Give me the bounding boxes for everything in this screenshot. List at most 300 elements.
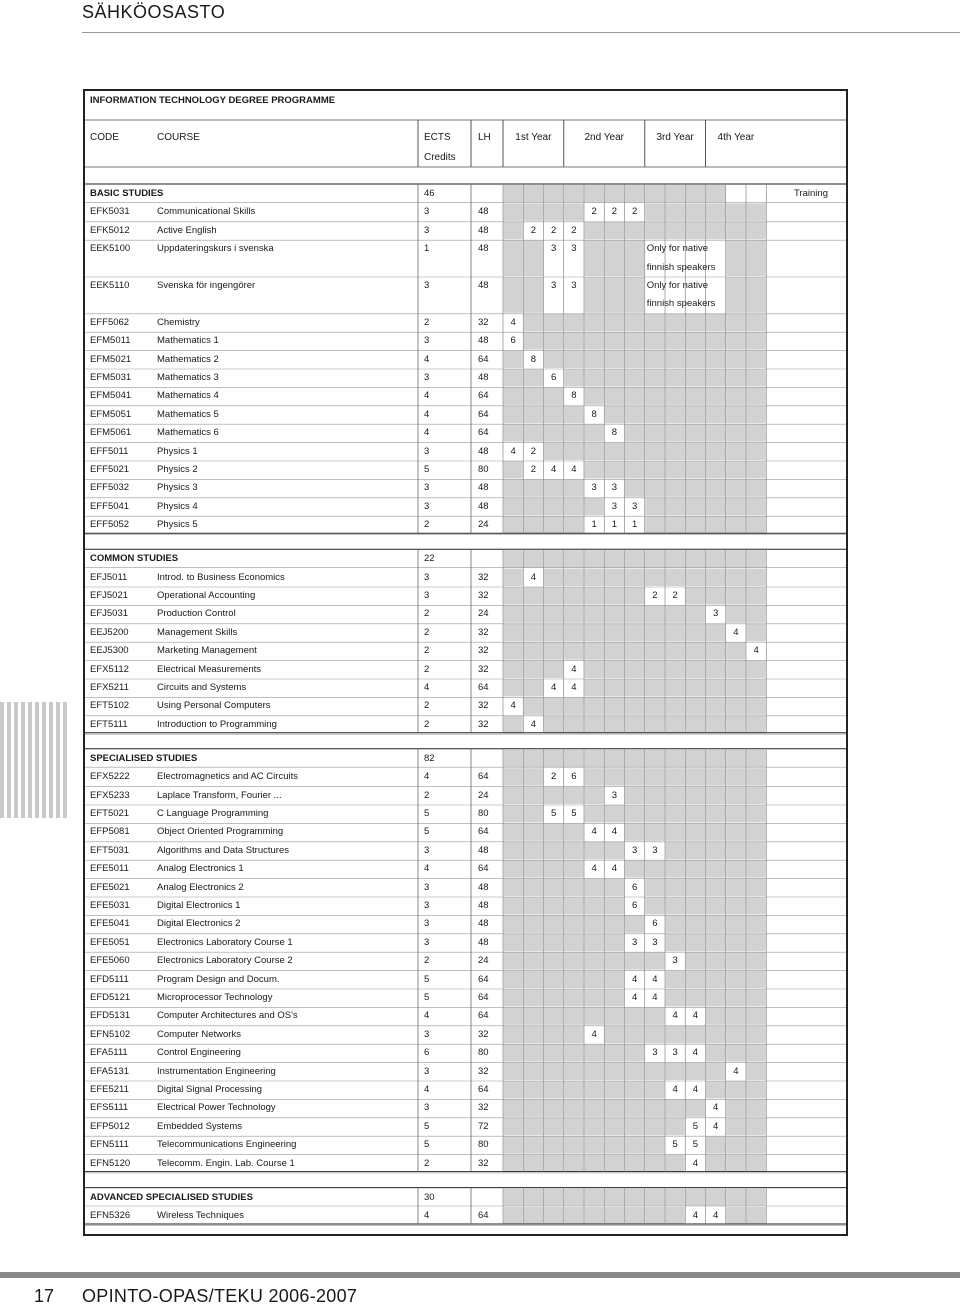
shaded-cell bbox=[625, 185, 644, 202]
shaded-cell bbox=[726, 860, 745, 877]
shaded-cell bbox=[686, 679, 705, 696]
shaded-cell bbox=[564, 1207, 583, 1224]
shaded-cell bbox=[666, 332, 685, 349]
shaded-cell bbox=[686, 897, 705, 914]
course-lh: 32 bbox=[478, 1028, 489, 1040]
period-value: 3 bbox=[611, 789, 618, 801]
course-ects: 6 bbox=[424, 1047, 430, 1059]
shaded-cell bbox=[605, 1026, 624, 1043]
shaded-cell bbox=[726, 240, 745, 276]
shaded-cell bbox=[564, 369, 583, 386]
shaded-cell bbox=[504, 461, 523, 478]
shaded-cell bbox=[544, 661, 563, 678]
shaded-cell bbox=[726, 934, 745, 951]
shaded-cell bbox=[747, 823, 766, 840]
shaded-cell bbox=[585, 805, 604, 822]
course-name: Computer Architectures and OS's bbox=[157, 1010, 298, 1022]
shaded-cell bbox=[504, 624, 523, 641]
period-value: 2 bbox=[550, 224, 557, 236]
course-ects: 5 bbox=[424, 1139, 430, 1151]
shaded-cell bbox=[605, 842, 624, 859]
shaded-cell bbox=[585, 424, 604, 441]
course-ects: 3 bbox=[424, 1102, 430, 1114]
course-ects: 3 bbox=[424, 571, 430, 583]
shaded-cell bbox=[564, 697, 583, 714]
course-code: EFM5051 bbox=[90, 408, 132, 420]
shaded-cell bbox=[564, 1063, 583, 1080]
period-value: 6 bbox=[631, 881, 638, 893]
shaded-cell bbox=[645, 222, 664, 239]
course-lh: 64 bbox=[478, 1010, 489, 1022]
shaded-cell bbox=[625, 222, 644, 239]
shaded-cell bbox=[686, 479, 705, 496]
shaded-cell bbox=[605, 1189, 624, 1206]
shaded-cell bbox=[544, 185, 563, 202]
shaded-cell bbox=[747, 550, 766, 567]
course-code: EFP5081 bbox=[90, 826, 130, 838]
course-code: EFE5031 bbox=[90, 900, 130, 911]
shaded-cell bbox=[625, 1155, 644, 1172]
shaded-cell bbox=[544, 1044, 563, 1061]
course-name: Digital Electronics 1 bbox=[157, 900, 241, 911]
shaded-cell bbox=[585, 185, 604, 202]
period-value: 6 bbox=[652, 918, 658, 930]
course-code: EFM5021 bbox=[90, 353, 132, 365]
shaded-cell bbox=[524, 989, 543, 1006]
course-name: Marketing Management bbox=[157, 645, 257, 657]
shaded-cell bbox=[706, 1026, 725, 1043]
shaded-cell bbox=[747, 1136, 766, 1153]
shaded-cell bbox=[564, 1155, 583, 1172]
shaded-cell bbox=[726, 222, 745, 239]
shaded-cell bbox=[645, 1118, 664, 1135]
shaded-cell bbox=[645, 860, 664, 877]
course-ects: 2 bbox=[424, 789, 430, 801]
shaded-cell bbox=[524, 332, 543, 349]
period-value: 5 bbox=[672, 1139, 678, 1151]
period-value: 4 bbox=[712, 1120, 719, 1132]
shaded-cell bbox=[625, 787, 644, 804]
shaded-cell bbox=[605, 1007, 624, 1024]
shaded-cell bbox=[706, 1155, 725, 1172]
shaded-cell bbox=[747, 277, 766, 313]
shaded-cell bbox=[564, 842, 583, 859]
shaded-cell bbox=[686, 768, 705, 785]
shaded-cell bbox=[747, 971, 766, 988]
period-value: 3 bbox=[631, 844, 638, 856]
course-lh: 48 bbox=[478, 206, 489, 218]
shaded-cell bbox=[645, 203, 664, 220]
shaded-cell bbox=[666, 750, 685, 767]
course-code: EFM5031 bbox=[90, 372, 132, 383]
shaded-cell bbox=[585, 1136, 604, 1153]
shaded-cell bbox=[504, 569, 523, 586]
shaded-cell bbox=[504, 1081, 523, 1098]
shaded-cell bbox=[504, 1044, 523, 1061]
shaded-cell bbox=[625, 240, 644, 276]
period-value: 4 bbox=[550, 464, 557, 475]
course-name: Electrical Measurements bbox=[157, 663, 262, 675]
course-lh: 32 bbox=[478, 571, 489, 583]
shaded-cell bbox=[585, 1007, 604, 1024]
shaded-cell bbox=[605, 587, 624, 604]
shaded-cell bbox=[524, 842, 543, 859]
course-code: EFT5102 bbox=[90, 700, 130, 712]
period-value: 3 bbox=[672, 955, 678, 967]
course-name: Chemistry bbox=[157, 316, 200, 328]
shaded-cell bbox=[625, 443, 644, 460]
shaded-cell bbox=[726, 1099, 745, 1116]
shaded-cell bbox=[686, 750, 705, 767]
shaded-cell bbox=[686, 823, 705, 840]
shaded-cell bbox=[645, 750, 664, 767]
shaded-cell bbox=[544, 406, 563, 423]
shaded-cell bbox=[645, 642, 664, 659]
shaded-cell bbox=[645, 569, 664, 586]
shaded-cell bbox=[706, 915, 725, 932]
shaded-cell bbox=[524, 1007, 543, 1024]
shaded-cell bbox=[645, 823, 664, 840]
shaded-cell bbox=[666, 1099, 685, 1116]
period-value: 4 bbox=[571, 464, 577, 475]
period-value: 2 bbox=[550, 771, 557, 783]
course-ects: 2 bbox=[424, 519, 430, 531]
shaded-cell bbox=[747, 1118, 766, 1135]
shaded-cell bbox=[747, 842, 766, 859]
course-ects: 4 bbox=[424, 771, 430, 783]
period-value: 8 bbox=[571, 390, 577, 402]
shaded-cell bbox=[645, 314, 664, 331]
period-value: 3 bbox=[652, 936, 658, 948]
course-lh: 32 bbox=[478, 663, 489, 675]
course-ects: 2 bbox=[424, 700, 430, 712]
shaded-cell bbox=[706, 897, 725, 914]
course-name: Mathematics 4 bbox=[157, 390, 219, 402]
shaded-cell bbox=[625, 332, 644, 349]
course-code: EEK5100 bbox=[90, 243, 131, 255]
course-ects: 3 bbox=[424, 206, 430, 218]
shaded-cell bbox=[585, 697, 604, 714]
shaded-cell bbox=[625, 716, 644, 733]
course-lh: 32 bbox=[478, 316, 489, 328]
course-code: EFN5120 bbox=[90, 1157, 131, 1169]
shaded-cell bbox=[605, 369, 624, 386]
shaded-cell bbox=[747, 750, 766, 767]
shaded-cell bbox=[585, 1155, 604, 1172]
shaded-cell bbox=[524, 605, 543, 622]
shaded-cell bbox=[686, 222, 705, 239]
shaded-cell bbox=[564, 750, 583, 767]
shaded-cell bbox=[706, 624, 725, 641]
shaded-cell bbox=[686, 369, 705, 386]
shaded-cell bbox=[524, 277, 543, 313]
shaded-cell bbox=[747, 605, 766, 622]
shaded-cell bbox=[645, 332, 664, 349]
shaded-cell bbox=[625, 605, 644, 622]
shaded-cell bbox=[726, 897, 745, 914]
course-lh: 64 bbox=[478, 771, 489, 783]
shaded-cell bbox=[666, 222, 685, 239]
shaded-cell bbox=[605, 915, 624, 932]
shaded-cell bbox=[747, 387, 766, 404]
shaded-cell bbox=[645, 624, 664, 641]
shaded-cell bbox=[706, 971, 725, 988]
shaded-cell bbox=[605, 624, 624, 641]
course-ects: 5 bbox=[424, 1120, 430, 1132]
shaded-cell bbox=[747, 860, 766, 877]
course-code: EFE5041 bbox=[90, 918, 130, 930]
shaded-cell bbox=[686, 351, 705, 368]
shaded-cell bbox=[524, 240, 543, 276]
shaded-cell bbox=[504, 369, 523, 386]
course-name: Production Control bbox=[157, 608, 236, 620]
shaded-cell bbox=[645, 661, 664, 678]
shaded-cell bbox=[564, 498, 583, 515]
shaded-cell bbox=[585, 915, 604, 932]
shaded-cell bbox=[564, 479, 583, 496]
shaded-cell bbox=[544, 1007, 563, 1024]
shaded-cell bbox=[585, 240, 604, 276]
period-value: 4 bbox=[510, 700, 516, 712]
course-code: EFX5222 bbox=[90, 771, 130, 783]
course-ects: 3 bbox=[424, 844, 430, 856]
table-grid bbox=[85, 91, 846, 1234]
course-ects: 5 bbox=[424, 464, 430, 475]
shaded-cell bbox=[706, 879, 725, 896]
period-value: 4 bbox=[510, 316, 516, 328]
shaded-cell bbox=[666, 443, 685, 460]
shaded-cell bbox=[726, 498, 745, 515]
course-code: EFD5121 bbox=[90, 992, 131, 1003]
shaded-cell bbox=[524, 934, 543, 951]
shaded-cell bbox=[544, 1118, 563, 1135]
shaded-cell bbox=[544, 1207, 563, 1224]
shaded-cell bbox=[544, 479, 563, 496]
shaded-cell bbox=[747, 498, 766, 515]
shaded-cell bbox=[605, 1099, 624, 1116]
shaded-cell bbox=[666, 461, 685, 478]
shaded-cell bbox=[686, 461, 705, 478]
period-value: 4 bbox=[591, 1028, 597, 1040]
shaded-cell bbox=[544, 823, 563, 840]
shaded-cell bbox=[645, 605, 664, 622]
course-note: finnish speakers bbox=[646, 261, 716, 273]
shaded-cell bbox=[666, 185, 685, 202]
shaded-cell bbox=[726, 387, 745, 404]
course-lh: 64 bbox=[478, 390, 489, 402]
period-value: 4 bbox=[692, 1157, 699, 1169]
shaded-cell bbox=[686, 642, 705, 659]
shaded-cell bbox=[524, 823, 543, 840]
shaded-cell bbox=[726, 750, 745, 767]
column-header-credits: Credits bbox=[424, 152, 456, 163]
shaded-cell bbox=[504, 768, 523, 785]
period-value: 4 bbox=[652, 992, 658, 1003]
shaded-cell bbox=[544, 351, 563, 368]
shaded-cell bbox=[645, 461, 664, 478]
shaded-cell bbox=[564, 1081, 583, 1098]
shaded-cell bbox=[504, 605, 523, 622]
period-value: 4 bbox=[510, 445, 516, 457]
shaded-cell bbox=[605, 222, 624, 239]
shaded-cell bbox=[524, 952, 543, 969]
shaded-cell bbox=[585, 351, 604, 368]
shaded-cell bbox=[686, 314, 705, 331]
period-value: 4 bbox=[611, 826, 618, 838]
shaded-cell bbox=[645, 406, 664, 423]
course-code: EFF5021 bbox=[90, 464, 130, 475]
shaded-cell bbox=[666, 1189, 685, 1206]
shaded-cell bbox=[747, 351, 766, 368]
shaded-cell bbox=[585, 1099, 604, 1116]
period-value: 2 bbox=[530, 224, 537, 236]
course-name: Program Design and Docum. bbox=[157, 973, 280, 985]
period-value: 3 bbox=[672, 1047, 678, 1059]
shaded-cell bbox=[625, 461, 644, 478]
shaded-cell bbox=[747, 805, 766, 822]
shaded-cell bbox=[544, 716, 563, 733]
shaded-cell bbox=[747, 1207, 766, 1224]
shaded-cell bbox=[585, 971, 604, 988]
shaded-cell bbox=[747, 1044, 766, 1061]
shaded-cell bbox=[666, 879, 685, 896]
shaded-cell bbox=[726, 1136, 745, 1153]
shaded-cell bbox=[504, 952, 523, 969]
shaded-cell bbox=[605, 550, 624, 567]
shaded-cell bbox=[686, 1099, 705, 1116]
period-value: 4 bbox=[672, 1084, 678, 1095]
shaded-cell bbox=[726, 1155, 745, 1172]
shaded-cell bbox=[625, 569, 644, 586]
shaded-cell bbox=[605, 1081, 624, 1098]
course-code: EFA5131 bbox=[90, 1065, 130, 1077]
shaded-cell bbox=[686, 971, 705, 988]
shaded-cell bbox=[747, 443, 766, 460]
course-code: EFE5211 bbox=[90, 1084, 129, 1095]
shaded-cell bbox=[706, 498, 725, 515]
shaded-cell bbox=[747, 1063, 766, 1080]
course-name: Physics 4 bbox=[157, 500, 198, 512]
shaded-cell bbox=[585, 1081, 604, 1098]
shaded-cell bbox=[726, 1081, 745, 1098]
course-ects: 4 bbox=[424, 1084, 430, 1095]
shaded-cell bbox=[706, 369, 725, 386]
shaded-cell bbox=[726, 768, 745, 785]
shaded-cell bbox=[605, 897, 624, 914]
course-lh: 80 bbox=[478, 1047, 489, 1059]
shaded-cell bbox=[645, 1026, 664, 1043]
shaded-cell bbox=[726, 952, 745, 969]
course-name: Introd. to Business Economics bbox=[157, 571, 285, 583]
shaded-cell bbox=[625, 1207, 644, 1224]
shaded-cell bbox=[564, 1099, 583, 1116]
shaded-cell bbox=[524, 550, 543, 567]
period-value: 3 bbox=[571, 280, 577, 291]
shaded-cell bbox=[666, 971, 685, 988]
shaded-cell bbox=[625, 277, 644, 313]
shaded-cell bbox=[504, 842, 523, 859]
course-lh: 80 bbox=[478, 1139, 489, 1151]
shaded-cell bbox=[564, 332, 583, 349]
shaded-cell bbox=[706, 823, 725, 840]
course-lh: 32 bbox=[478, 590, 489, 601]
shaded-cell bbox=[524, 516, 543, 533]
shaded-cell bbox=[706, 697, 725, 714]
shaded-cell bbox=[726, 787, 745, 804]
period-value: 3 bbox=[652, 1047, 658, 1059]
shaded-cell bbox=[686, 332, 705, 349]
course-lh: 64 bbox=[478, 408, 489, 420]
course-lh: 48 bbox=[478, 482, 489, 494]
shaded-cell bbox=[706, 424, 725, 441]
shaded-cell bbox=[726, 642, 745, 659]
shaded-cell bbox=[645, 952, 664, 969]
shaded-cell bbox=[706, 351, 725, 368]
shaded-cell bbox=[544, 424, 563, 441]
course-ects: 3 bbox=[424, 280, 430, 291]
shaded-cell bbox=[524, 1136, 543, 1153]
column-header-course: COURSE bbox=[157, 132, 200, 143]
course-code: EFK5012 bbox=[90, 224, 130, 236]
shaded-cell bbox=[585, 879, 604, 896]
course-lh: 64 bbox=[478, 973, 489, 985]
course-lh: 64 bbox=[478, 427, 489, 439]
course-name: Physics 5 bbox=[157, 519, 198, 531]
shaded-cell bbox=[585, 642, 604, 659]
shaded-cell bbox=[544, 1189, 563, 1206]
column-header-year-4: 4th Year bbox=[717, 132, 755, 143]
course-name: Telecomm. Engin. Lab. Course 1 bbox=[157, 1157, 295, 1169]
shaded-cell bbox=[726, 989, 745, 1006]
shaded-cell bbox=[524, 479, 543, 496]
shaded-cell bbox=[726, 277, 745, 313]
course-lh: 64 bbox=[478, 992, 489, 1003]
shaded-cell bbox=[706, 1063, 725, 1080]
course-code: EFM5011 bbox=[90, 335, 131, 347]
course-ects: 5 bbox=[424, 992, 430, 1003]
shaded-cell bbox=[726, 203, 745, 220]
period-value: 4 bbox=[733, 1065, 739, 1077]
shaded-cell bbox=[706, 805, 725, 822]
shaded-cell bbox=[544, 569, 563, 586]
course-ects: 4 bbox=[424, 863, 430, 875]
shaded-cell bbox=[726, 879, 745, 896]
shaded-cell bbox=[544, 203, 563, 220]
shaded-cell bbox=[645, 805, 664, 822]
shaded-cell bbox=[666, 569, 685, 586]
period-value: 5 bbox=[550, 808, 557, 819]
shaded-cell bbox=[747, 203, 766, 220]
shaded-cell bbox=[706, 550, 725, 567]
shaded-cell bbox=[504, 351, 523, 368]
shaded-cell bbox=[585, 277, 604, 313]
shaded-cell bbox=[585, 787, 604, 804]
shaded-cell bbox=[524, 879, 543, 896]
shaded-cell bbox=[585, 369, 604, 386]
shaded-cell bbox=[747, 624, 766, 641]
shaded-cell bbox=[585, 332, 604, 349]
course-ects: 3 bbox=[424, 590, 430, 601]
shaded-cell bbox=[706, 387, 725, 404]
course-code: EFF5011 bbox=[90, 445, 129, 457]
course-name: Digital Signal Processing bbox=[157, 1084, 263, 1095]
shaded-cell bbox=[524, 1207, 543, 1224]
shaded-cell bbox=[504, 1155, 523, 1172]
shaded-cell bbox=[726, 424, 745, 441]
shaded-cell bbox=[564, 406, 583, 423]
shaded-cell bbox=[747, 697, 766, 714]
course-ects: 5 bbox=[424, 826, 430, 838]
